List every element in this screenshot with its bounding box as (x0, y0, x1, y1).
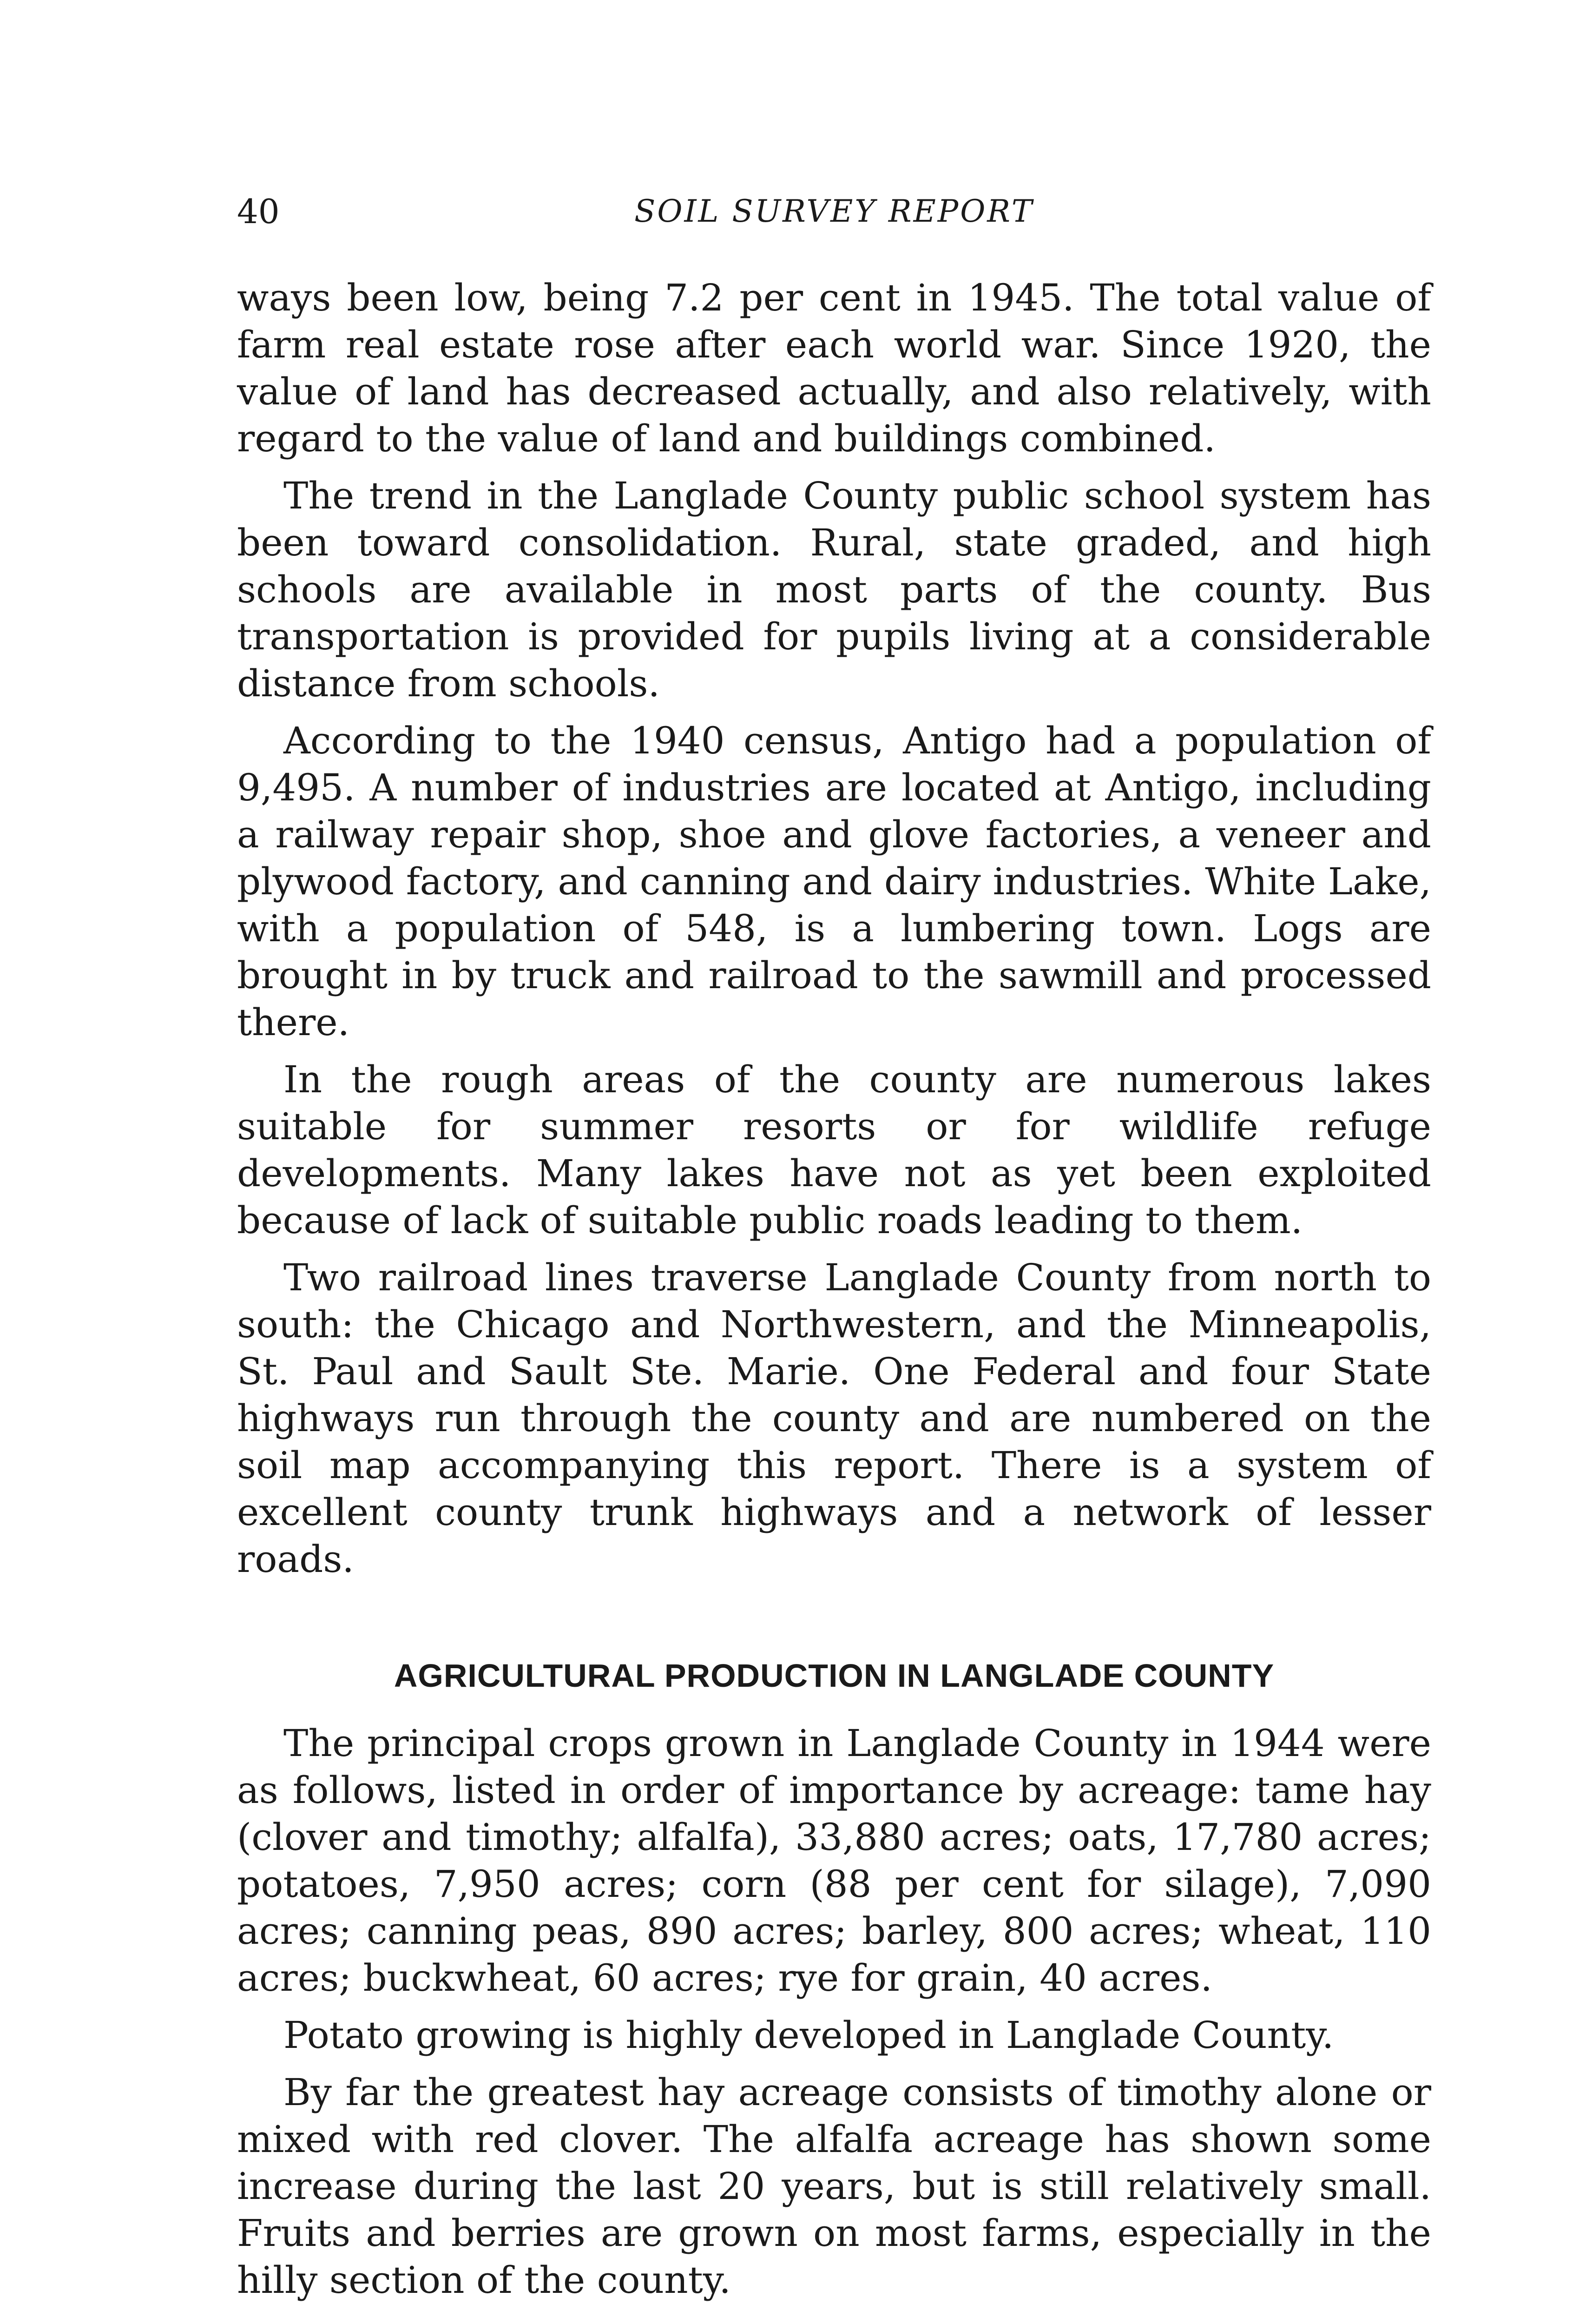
body-text (237, 274, 1431, 2314)
page-header (237, 188, 1431, 235)
paragraph-principal-crops: The principal crops grown in Langlade County in 1944 were as follows, listed in order of importance by acreage: tame hay (clover and timothy; alfalfa), 33,880 acres; oats, 17,780 acres; potatoes, 7,950 acres; corn (88 per cent for silage), 7,090 acres; canning peas, 890 acres; barley, 800 acres; wheat, 110 acres; buckwheat, 60 acres; rye for grain, 40 acres. (237, 1722, 1431, 2000)
paragraph-railroads-highways: Two railroad lines traverse Langlade County from north to south: the Chicago and Northwestern, and the Minneapolis, St. Paul and Sault Ste. Marie. One Federal and four State highways run through the county and are numbered on the soil map accompanying this report. There is a system of excellent county trunk highways and a network of lesser roads. (237, 1256, 1431, 1581)
running-head: SOIL SURVEY REPORT (634, 193, 1034, 229)
paragraph-continued: ways been low, being 7.2 per cent in 1945. The total value of farm real estate rose after each world war. Since 1920, the value of land has decreased actually, and also relatively, with regard to the value of land and buildings combined. (237, 276, 1431, 460)
paragraph-antigo-population: According to the 1940 census, Antigo had a population of 9,495. A number of industries are located at Antigo, including a railway repair shop, shoe and glove factories, a veneer and plywood factory, and canning and dairy industries. White Lake, with a population of 548, is a lumbering town. Logs are brought in by truck and railroad to the sawmill and processed there. (237, 719, 1431, 1044)
page-number: 40 (237, 192, 280, 231)
paragraph-hay-acreage: By far the greatest hay acreage consists of timothy alone or mixed with red clover. The alfalfa acreage has shown some increase during the last 20 years, but is still relatively small. Fruits and berries are grown on most farms, especially in the hilly section of the county. (237, 2071, 1431, 2302)
paragraph-potato-growing: Potato growing is highly developed in Langlade County. (283, 2014, 1334, 2057)
paragraph-lakes: In the rough areas of the county are numerous lakes suitable for summer resorts or for wildlife refuge developments. Many lakes have not as yet been exploited because of lack of suitable public roads leading to them. (237, 1058, 1431, 1242)
section-heading: AGRICULTURAL PRODUCTION IN LANGLADE COUNTY (394, 1657, 1275, 1694)
paragraph-school-system: The trend in the Langlade County public school system has been toward consolidation. Rural, state graded, and high schools are available in most parts of the county. Bus transportation is provided for pupils living at a considerable distance from schools. (237, 474, 1431, 705)
